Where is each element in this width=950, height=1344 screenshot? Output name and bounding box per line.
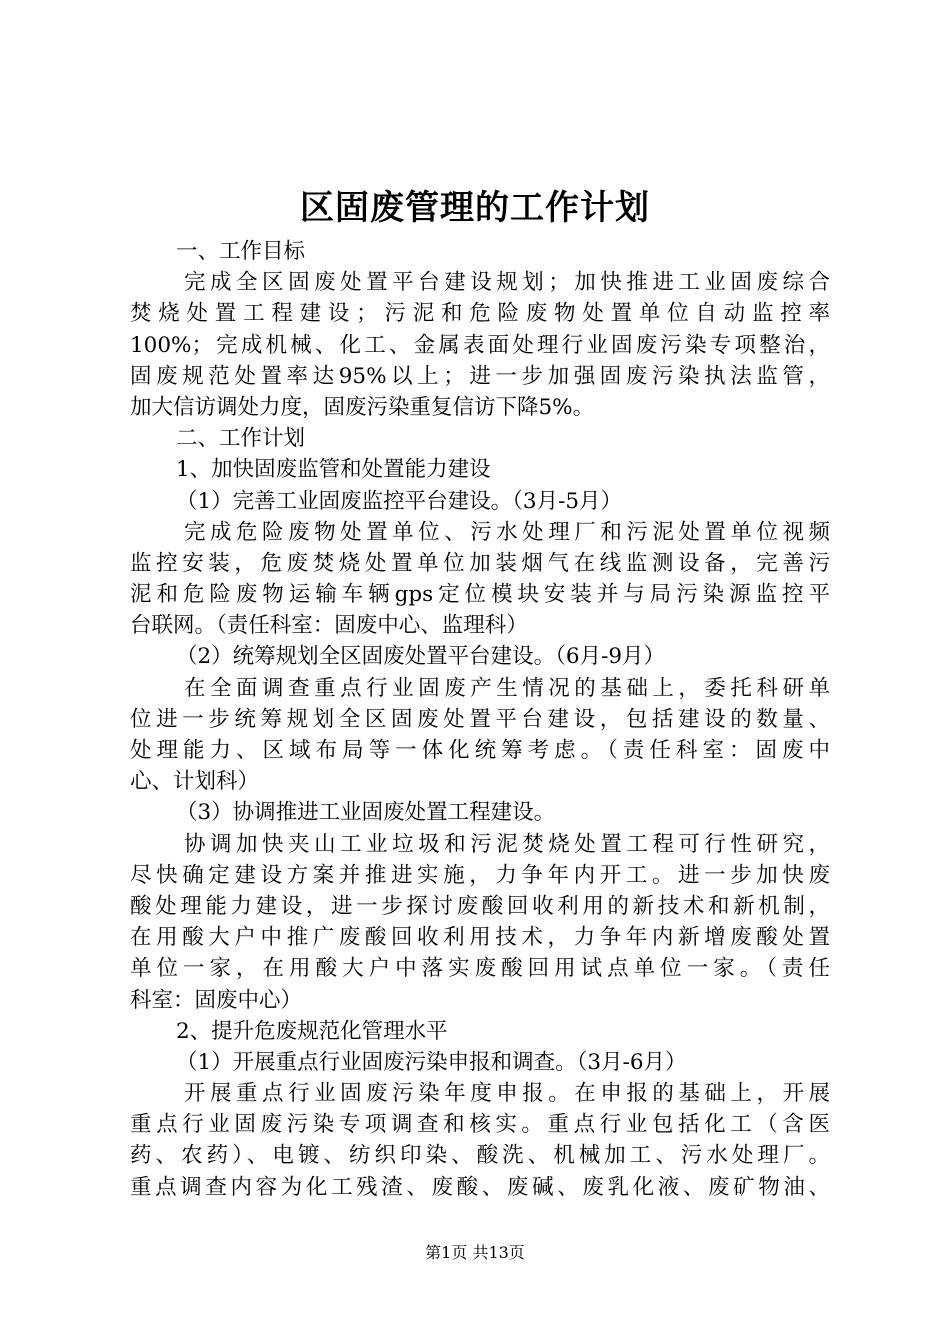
paragraph-line: 单位一家，在用酸大户中落实废酸回用试点单位一家。（责任: [130, 956, 830, 982]
paragraph-line: 100%；完成机械、化工、金属表面处理行业固废污染专项整治，: [130, 332, 830, 358]
paragraph-line: 开展重点行业固废污染年度申报。在申报的基础上，开展: [184, 1081, 830, 1107]
paragraph-line: 科室：固废中心）: [130, 987, 303, 1013]
paragraph-line: 心、计划科）: [130, 769, 260, 795]
document-body: [130, 236, 830, 1203]
paragraph-line: 协调加快夹山工业垃圾和污泥焚烧处置工程可行性研究，: [184, 831, 830, 857]
paragraph-line: （2）统筹规划全区固废处置平台建设。（6月-9月）: [176, 644, 666, 670]
paragraph-line: 焚烧处置工程建设；污泥和危险废物处置单位自动监控率: [130, 301, 830, 327]
paragraph-line: 位进一步统筹规划全区固废处置平台建设，包括建设的数量、: [130, 706, 830, 732]
paragraph-line: 尽快确定建设方案并推进实施，力争年内开工。进一步加快废: [130, 862, 830, 888]
paragraph-line: 在全面调查重点行业固废产生情况的基础上，委托科研单: [184, 675, 830, 701]
paragraph-line: （1）开展重点行业固废污染申报和调查。（3月-6月）: [176, 1049, 687, 1075]
paragraph-line: 监控安装，危废焚烧处置单位加装烟气在线监测设备，完善污: [130, 550, 830, 576]
paragraph-line: 一、工作目标: [176, 239, 306, 264]
paragraph-line: 酸处理能力建设，进一步探讨废酸回收利用的新技术和新机制，: [130, 893, 830, 919]
paragraph-line: 加大信访调处力度，固废污染重复信访下降5%。: [130, 394, 595, 420]
paragraph-line: 在用酸大户中推广废酸回收利用技术，力争年内新增废酸处置: [130, 925, 830, 951]
paragraph-line: 完成危险废物处置单位、污水处理厂和污泥处置单位视频: [184, 519, 830, 545]
paragraph-line: 药、农药）、电镀、纺织印染、酸洗、机械加工、污水处理厂。: [130, 1143, 830, 1169]
paragraph-line: 二、工作计划: [176, 426, 306, 452]
paragraph-line: 2、提升危废规范化管理水平: [176, 1018, 448, 1044]
paragraph-line: 台联网。（责任科室：固废中心、监理科）: [130, 613, 528, 639]
paragraph-line: （1）完善工业固废监控平台建设。（3月-5月）: [176, 488, 623, 514]
paragraph-line: 重点行业固废污染专项调查和核实。重点行业包括化工（含医: [130, 1112, 830, 1138]
paragraph-line: 重点调查内容为化工残渣、废酸、废碱、废乳化液、废矿物油、: [130, 1174, 830, 1200]
paragraph-line: 1、加快固废监管和处置能力建设: [176, 457, 491, 483]
document-title: 区固废管理的工作计划: [300, 188, 650, 228]
paragraph-line: 固废规范处置率达95%以上；进一步加强固废污染执法监管，: [130, 363, 830, 389]
paragraph-line: （3）协调推进工业固废处置工程建设。: [176, 800, 556, 826]
page-number-footer: 第1页 共13页: [425, 1243, 525, 1262]
paragraph-line: 完成全区固废处置平台建设规划；加快推进工业固废综合: [184, 270, 830, 296]
paragraph-line: 泥和危险废物运输车辆gps定位模块安装并与局污染源监控平: [130, 582, 830, 608]
paragraph-line: 处理能力、区域布局等一体化统筹考虑。（责任科室：固废中: [130, 738, 830, 763]
